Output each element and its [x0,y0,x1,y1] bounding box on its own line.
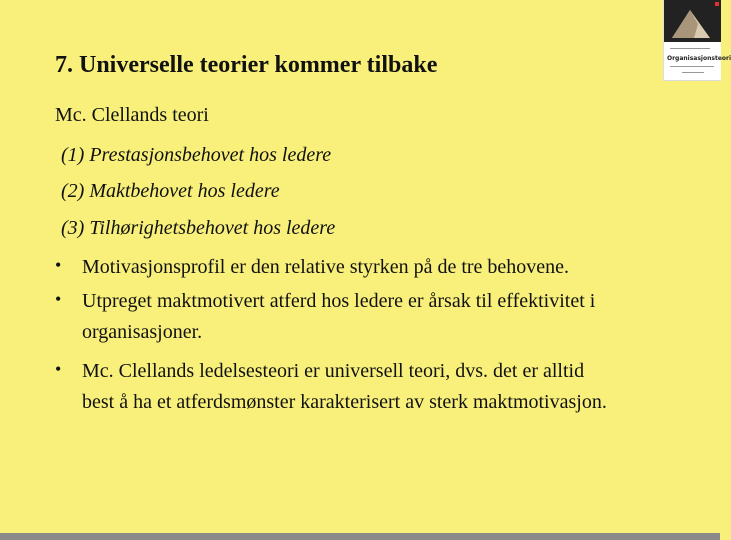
bullet-marker: • [55,359,62,379]
bullet-text-line-1: Utpreget maktmotivert atferd hos ledere er årsak til effektivitet i [82,290,596,312]
bottom-bar [0,533,720,540]
slide-subtitle: Mc. Clellands teori [55,104,209,126]
divider [682,72,704,73]
bullet-text-line-2: organisasjoner. [82,321,203,343]
book-cover-thumbnail [663,0,731,81]
red-corner-mark [715,2,719,6]
slide-title: 7. Universelle teorier kommer tilbake [55,52,438,78]
bullet-marker: • [55,289,62,309]
divider [670,48,710,49]
bullet-text-line-2: best å ha et atferdsmønster karakterisert av sterk maktmotivasjon. [82,391,607,413]
bullet-marker: • [55,255,62,275]
bullet-text-line-1: Motivasjonsprofil er den relative styrken på de tre behovene. [82,256,570,278]
bullet-text-line-1: Mc. Clellands ledelsesteori er universell teori, dvs. det er alltid [82,360,585,382]
need-item-2: (2) Maktbehovet hos ledere [61,180,280,202]
mountain-icon [664,0,721,42]
need-item-1: (1) Prestasjonsbehovet hos ledere [61,144,332,166]
need-item-3: (3) Tilhørighetsbehovet hos ledere [61,217,336,239]
book-cover-image [664,0,721,42]
divider [670,66,714,67]
book-brand: Organisasjonsteori [667,55,731,62]
